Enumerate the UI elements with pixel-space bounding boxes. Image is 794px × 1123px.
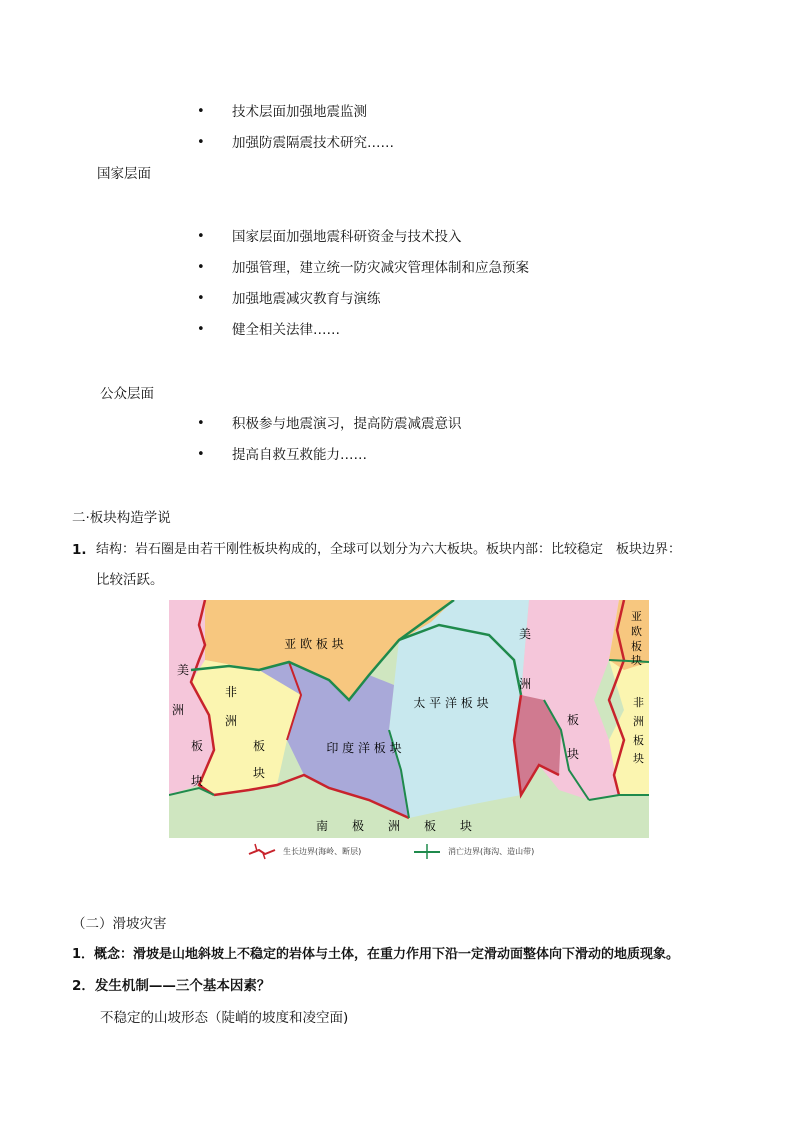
label-america-right-3: 板 — [567, 713, 580, 727]
bullet-dot: • — [197, 291, 205, 306]
label-africa-right-3: 板 — [633, 734, 644, 747]
item-number: 1. — [72, 542, 87, 558]
item-text: 结构：岩石圈是由若干刚性板块构成的，全球可以划分为六大板块。板块内部：比较稳定 板块边界： — [96, 542, 682, 557]
label-africa-4: 块 — [253, 766, 266, 780]
subduction-boundary-icon — [412, 842, 442, 860]
bullet-text: 提高自救互救能力…… — [232, 447, 367, 463]
label-america-right-1: 美 — [519, 627, 532, 641]
landslide-item-2: 2．发生机制——三个基本因素？ — [72, 978, 271, 994]
bullet-dot: • — [197, 416, 205, 431]
bullet-text: 健全相关法律…… — [232, 322, 340, 338]
heading-national: 国家层面 — [97, 166, 151, 182]
label-antarctic: 南 极 洲 板 块 — [315, 819, 473, 833]
section-heading-plate: 二·板块构造学说 — [72, 510, 171, 526]
plate-map-svg — [169, 600, 649, 838]
landslide-item-1: 1．概念：滑坡是山地斜坡上不稳定的岩体与土体，在重力作用下沿一定滑动面整体向下滑动的地质现象。 — [72, 947, 680, 962]
bullet-text: 加强防震隔震技术研究…… — [232, 135, 394, 151]
label-africa-3: 板 — [253, 739, 266, 753]
bullet-text: 加强地震减灾教育与演练 — [232, 291, 381, 307]
label-africa-1: 非 — [225, 685, 238, 699]
label-indian: 印 度 洋 板 块 — [326, 741, 402, 755]
label-america-left-2: 洲 — [172, 703, 185, 717]
label-america-right-2: 洲 — [519, 677, 532, 691]
growth-boundary-icon — [247, 842, 277, 860]
heading-public: 公众层面 — [100, 386, 154, 402]
label-america-left-3: 板 — [191, 739, 204, 753]
bullet-dot: • — [197, 135, 205, 150]
bullet-dot: • — [197, 322, 205, 337]
label-america-left-1: 美 — [177, 663, 190, 677]
label-eurasia: 亚 欧 板 块 — [284, 637, 344, 651]
label-eurasia-right-4: 块 — [631, 654, 642, 667]
legend-growth-label: 生长边界(海岭、断层) — [283, 847, 362, 856]
bullet-dot: • — [197, 447, 205, 462]
section-heading-landslide: （二）滑坡灾害 — [72, 916, 167, 932]
plate-map — [169, 600, 649, 838]
label-africa-right-2: 洲 — [633, 715, 644, 728]
label-america-left-4: 块 — [191, 774, 204, 788]
label-eurasia-right-1: 亚 — [631, 610, 642, 623]
label-pacific: 太 平 洋 板 块 — [413, 696, 489, 710]
label-africa-right-1: 非 — [633, 696, 644, 709]
landslide-item-2-sub: 不稳定的山坡形态（陡峭的坡度和凌空面) — [100, 1010, 349, 1026]
label-africa-2: 洲 — [225, 714, 238, 728]
bullet-text: 技术层面加强地震监测 — [232, 104, 367, 120]
bullet-text: 积极参与地震演习，提高防震减震意识 — [232, 416, 462, 432]
label-america-right-4: 块 — [567, 747, 580, 761]
bullet-dot: • — [197, 104, 205, 119]
label-africa-right-4: 块 — [633, 752, 644, 765]
label-eurasia-right-3: 板 — [631, 640, 642, 653]
bullet-text: 国家层面加强地震科研资金与技术投入 — [232, 229, 462, 245]
legend-subduction-label: 消亡边界(海沟、造山带) — [448, 847, 535, 856]
bullet-dot: • — [197, 229, 205, 244]
item-text-cont: 比较活跃。 — [96, 572, 164, 588]
label-eurasia-right-2: 欧 — [631, 625, 642, 638]
bullet-dot: • — [197, 260, 205, 275]
bullet-text: 加强管理，建立统一防灾减灾管理体制和应急预案 — [232, 260, 529, 276]
